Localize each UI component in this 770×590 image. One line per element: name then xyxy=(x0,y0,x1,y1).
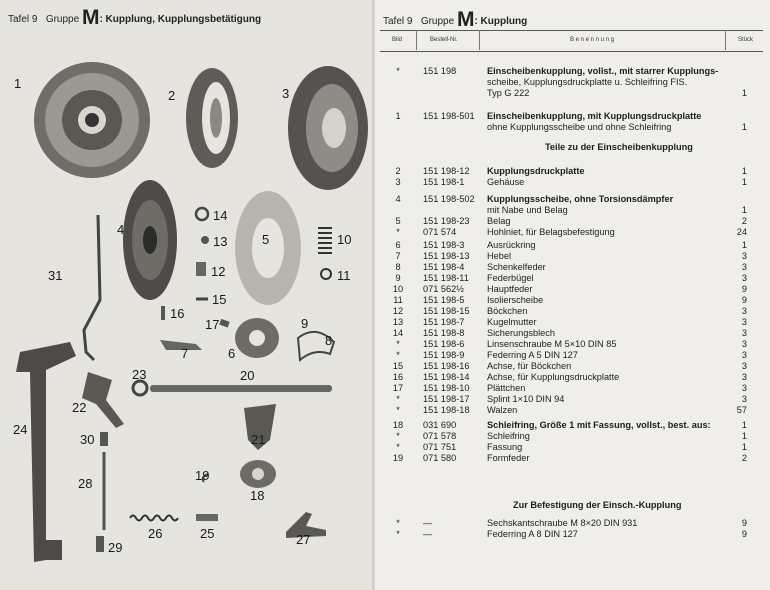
row-bestell-nr: 151 198-7 xyxy=(423,317,465,327)
row-bestell-nr: 071 751 xyxy=(423,442,457,452)
row-benennung: Sicherungsblech xyxy=(487,328,555,338)
callout-26: 26 xyxy=(148,526,163,541)
row-bestell-nr: 151 198 xyxy=(423,66,457,76)
row-bestell-nr: 031 690 xyxy=(423,420,457,430)
row-bild: * xyxy=(396,339,400,349)
row-bestell-nr: 071 580 xyxy=(423,453,457,463)
col-divider xyxy=(725,30,726,50)
row-bild: 16 xyxy=(392,372,404,382)
row-bestell-nr: 151 198-17 xyxy=(423,394,470,404)
row-bild: 3 xyxy=(395,177,401,187)
row-stueck: 9 xyxy=(741,518,747,528)
callout-20: 20 xyxy=(240,368,255,383)
callout-12: 12 xyxy=(211,264,226,279)
row-bestell-nr: 151 198-14 xyxy=(423,372,470,382)
callout-28: 28 xyxy=(78,476,93,491)
row-bestell-nr: 151 198-8 xyxy=(423,328,465,338)
row-stueck: 3 xyxy=(741,273,747,283)
row-bild: 14 xyxy=(392,328,404,338)
row-bild: 1 xyxy=(395,111,401,121)
row-benennung: Formfeder xyxy=(487,453,530,463)
right-tafel: Tafel 9 xyxy=(383,16,413,27)
row-bild: 4 xyxy=(395,194,401,204)
row-bild: 9 xyxy=(395,273,401,283)
row-bild: * xyxy=(396,529,400,539)
row-stueck: 1 xyxy=(741,122,747,132)
row-bild: * xyxy=(396,518,400,528)
row-stueck: 1 xyxy=(741,166,747,176)
row-bild: 7 xyxy=(395,251,401,261)
row-benennung: mit Nabe und Belag xyxy=(487,205,568,215)
row-bestell-nr: 151 198-5 xyxy=(423,295,465,305)
callout-21: 21 xyxy=(251,432,266,447)
row-bestell-nr: 151 198-501 xyxy=(423,111,475,121)
row-bestell-nr: 151 198-13 xyxy=(423,251,470,261)
callout-29: 29 xyxy=(108,540,123,555)
row-benennung: Einscheibenkupplung, vollst., mit starrer Kupplungs- xyxy=(487,66,719,76)
right-gruppe: Gruppe xyxy=(420,16,455,27)
col-stueck-header: Stück xyxy=(738,37,754,43)
table-header xyxy=(380,30,763,52)
row-bild: 8 xyxy=(395,262,401,272)
row-bestell-nr: — xyxy=(423,529,433,539)
callout-30: 30 xyxy=(80,432,95,447)
row-bild: 13 xyxy=(392,317,404,327)
row-stueck: 1 xyxy=(741,431,747,441)
row-bild: 5 xyxy=(395,216,401,226)
row-stueck: 3 xyxy=(741,383,747,393)
row-stueck: 2 xyxy=(741,453,747,463)
row-stueck: 3 xyxy=(741,339,747,349)
callout-18: 18 xyxy=(250,488,265,503)
row-benennung: Hauptfeder xyxy=(487,284,533,294)
row-benennung: Hohlniet, für Belagsbefestigung xyxy=(487,227,615,237)
row-bild: * xyxy=(396,350,400,360)
right-page xyxy=(375,0,770,590)
row-bild: 19 xyxy=(392,453,404,463)
row-stueck: 3 xyxy=(741,361,747,371)
callout-24: 24 xyxy=(13,422,28,437)
left-gruppe: Gruppe xyxy=(45,14,80,25)
row-benennung: Isolierscheibe xyxy=(487,295,544,305)
section-heading-parts: Teile zu der Einscheibenkupplung xyxy=(545,142,693,152)
row-stueck: 1 xyxy=(741,240,747,250)
row-bestell-nr: 151 198-11 xyxy=(423,273,469,283)
callout-23: 23 xyxy=(132,367,147,382)
callout-6: 6 xyxy=(228,346,236,361)
callout-17: 17 xyxy=(205,317,220,332)
callout-14: 14 xyxy=(213,208,228,223)
row-bild: * xyxy=(396,442,400,452)
row-bestell-nr: 151 198-502 xyxy=(423,194,475,204)
callout-22: 22 xyxy=(72,400,87,415)
row-bild: * xyxy=(396,431,400,441)
row-bestell-nr: — xyxy=(423,518,433,528)
row-bild: 10 xyxy=(392,284,404,294)
row-bestell-nr: 071 578 xyxy=(423,431,457,441)
row-bestell-nr: 071 574 xyxy=(423,227,457,237)
row-bestell-nr: 151 198-1 xyxy=(423,177,465,187)
row-benennung: ohne Kupplungsscheibe und ohne Schleifring xyxy=(487,122,672,132)
left-title: : Kupplung, Kupplungsbetätigung xyxy=(99,14,262,25)
row-benennung: Walzen xyxy=(487,405,518,415)
row-bestell-nr: 151 198-16 xyxy=(423,361,470,371)
col-bild-header: Bild xyxy=(392,37,403,43)
row-stueck: 1 xyxy=(741,88,747,98)
callout-9: 9 xyxy=(301,316,309,331)
row-bild: * xyxy=(396,227,400,237)
row-bestell-nr: 071 562½ xyxy=(423,284,464,294)
row-stueck: 3 xyxy=(741,317,747,327)
callout-1: 1 xyxy=(14,76,22,91)
row-benennung: Achse, für Böckchen xyxy=(487,361,572,371)
row-bestell-nr: 151 198-4 xyxy=(423,262,465,272)
row-benennung: Gehäuse xyxy=(487,177,525,187)
row-stueck: 1 xyxy=(741,205,747,215)
right-title: : Kupplung xyxy=(474,16,528,27)
row-bestell-nr: 151 198-23 xyxy=(423,216,470,226)
callout-8: 8 xyxy=(325,333,333,348)
right-header xyxy=(383,8,527,32)
part-lining xyxy=(235,191,301,305)
row-stueck: 3 xyxy=(741,306,747,316)
left-page xyxy=(0,0,383,590)
row-benennung: Federring A 8 DIN 127 xyxy=(487,529,578,539)
row-bild: * xyxy=(396,66,400,76)
callout-5: 5 xyxy=(262,232,270,247)
row-benennung: Ausrückring xyxy=(487,240,536,250)
row-bestell-nr: 151 198-3 xyxy=(423,240,465,250)
row-stueck: 3 xyxy=(741,251,747,261)
callout-11: 11 xyxy=(337,268,351,283)
row-benennung: Einscheibenkupplung, mit Kupplungsdruckplatte xyxy=(487,111,702,121)
row-bestell-nr: 151 198-6 xyxy=(423,339,465,349)
parts-illustration xyxy=(0,0,383,590)
callout-10: 10 xyxy=(337,232,352,247)
row-stueck: 57 xyxy=(736,405,747,415)
row-bestell-nr: 151 198-15 xyxy=(423,306,470,316)
row-bestell-nr: 151 198-12 xyxy=(423,166,470,176)
row-benennung: Schleifring, Größe 1 mit Fassung, vollst., best. aus: xyxy=(487,420,711,430)
row-benennung: Fassung xyxy=(487,442,523,452)
left-tafel: Tafel 9 xyxy=(8,14,38,25)
row-stueck: 3 xyxy=(741,372,747,382)
callout-27: 27 xyxy=(296,532,311,547)
part-pressure-plate xyxy=(186,68,238,168)
row-bild: 6 xyxy=(395,240,401,250)
callout-16: 16 xyxy=(170,306,185,321)
row-bild: 11 xyxy=(393,295,403,305)
row-bestell-nr: 151 198-10 xyxy=(423,383,470,393)
row-bild: * xyxy=(396,405,400,415)
row-stueck: 3 xyxy=(741,394,747,404)
row-stueck: 3 xyxy=(741,262,747,272)
callout-31: 31 xyxy=(48,268,63,283)
row-benennung: Typ G 222 xyxy=(487,88,530,98)
row-benennung: Schenkelfeder xyxy=(487,262,546,272)
callout-7: 7 xyxy=(181,346,189,361)
row-benennung: Achse, für Kupplungsdruckplatte xyxy=(487,372,620,382)
part-housing xyxy=(288,66,368,190)
row-stueck: 1 xyxy=(741,420,747,430)
callout-2: 2 xyxy=(168,88,176,103)
row-benennung: Linsenschraube M 5×10 DIN 85 xyxy=(487,339,617,349)
row-stueck: 9 xyxy=(741,284,747,294)
row-benennung: Kupplungsscheibe, ohne Torsionsdämpfer xyxy=(487,194,674,204)
row-benennung: Kugelmutter xyxy=(487,317,537,327)
row-benennung: Splint 1×10 DIN 94 xyxy=(487,394,565,404)
row-bild: 18 xyxy=(392,420,404,430)
left-group-letter: M xyxy=(81,6,100,29)
row-stueck: 3 xyxy=(741,328,747,338)
callout-4: 4 xyxy=(117,222,125,237)
col-divider xyxy=(416,30,417,50)
row-benennung: Plättchen xyxy=(487,383,526,393)
part-clutch-assembly xyxy=(34,62,150,178)
row-benennung: Kupplungsdruckplatte xyxy=(487,166,585,176)
callout-13: 13 xyxy=(213,234,228,249)
callout-19: 19 xyxy=(195,468,210,483)
row-benennung: Federring A 5 DIN 127 xyxy=(487,350,578,360)
part-clutch-disc xyxy=(123,180,177,300)
row-stueck: 3 xyxy=(741,350,747,360)
row-benennung: Sechskantschraube M 8×20 DIN 931 xyxy=(487,518,638,528)
row-stueck: 2 xyxy=(741,216,747,226)
row-bestell-nr: 151 198-9 xyxy=(423,350,465,360)
row-bild: 15 xyxy=(392,361,404,371)
row-stueck: 24 xyxy=(736,227,747,237)
row-stueck: 9 xyxy=(741,295,747,305)
callout-15: 15 xyxy=(212,292,227,307)
row-benennung: Belag xyxy=(487,216,511,226)
row-benennung: Federbügel xyxy=(487,273,534,283)
section-heading-mounting: Zur Befestigung der Einsch.-Kupplung xyxy=(513,500,682,510)
callout-25: 25 xyxy=(200,526,215,541)
row-benennung: Böckchen xyxy=(487,306,528,316)
row-bild: 2 xyxy=(395,166,401,176)
row-stueck: 1 xyxy=(741,442,747,452)
row-bestell-nr: 151 198-18 xyxy=(423,405,470,415)
row-benennung: Schleifring xyxy=(487,431,530,441)
col-divider xyxy=(479,30,480,50)
row-bild: 12 xyxy=(392,306,404,316)
right-group-letter: M xyxy=(456,8,475,31)
col-benennung-header: B e n e n n u n g xyxy=(570,37,615,43)
row-benennung: Hebel xyxy=(487,251,512,261)
col-nr-header: Bestell-Nr. xyxy=(430,37,458,43)
callout-3: 3 xyxy=(282,86,290,101)
row-stueck: 9 xyxy=(741,529,747,539)
row-benennung: scheibe, Kupplungsdruckplatte u. Schleifring FIS. xyxy=(487,77,688,87)
row-stueck: 1 xyxy=(741,177,747,187)
row-bild: 17 xyxy=(392,383,404,393)
row-bild: * xyxy=(396,394,400,404)
